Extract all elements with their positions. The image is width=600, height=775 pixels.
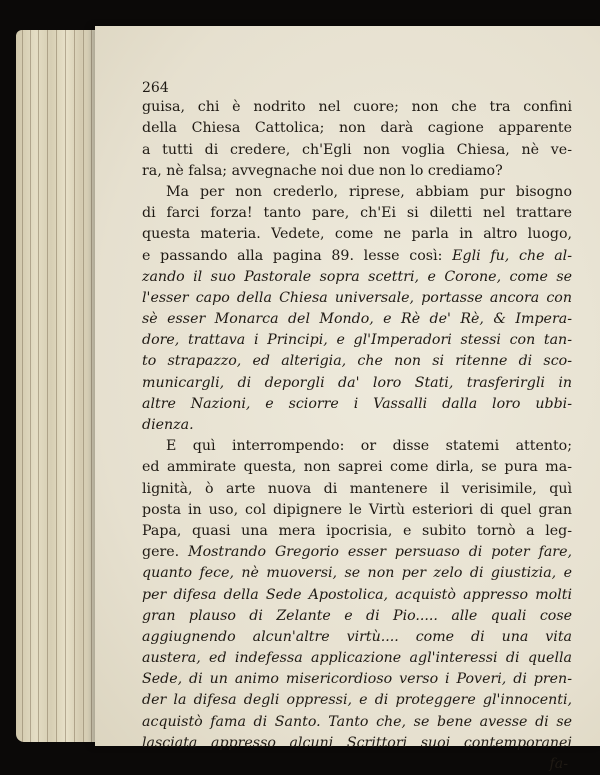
text-line <box>142 606 572 627</box>
text-segment: sè esser Monarca del Mondo, e Rè de' Rè, & Impera- <box>142 311 572 328</box>
text-segment: lasciata appresso alcuni Scrittori suoi contemporanei <box>142 734 572 751</box>
text-segment: l'esser capo della Chiesa universale, portasse ancora con <box>142 289 572 306</box>
text-segment: e passando alla pagina 89. lesse così: <box>142 247 453 264</box>
text-line <box>142 669 572 690</box>
text-line <box>142 648 572 669</box>
text-line <box>142 457 572 478</box>
text-segment: Papa, quasi una mera ipocrisia, e subito tornò a leg- <box>142 522 572 539</box>
text-line <box>142 309 572 330</box>
page-number: 264 <box>142 80 169 96</box>
page-text <box>142 78 572 775</box>
text-segment: della Chiesa Cattolica; non darà cagione apparente <box>142 120 572 137</box>
text-segment: acquistò fama di Santo. Tanto che, se bene avesse di se <box>142 713 572 730</box>
text-segment: dore, trattava i Principi, e gl'Imperadori stessi con tan- <box>142 332 572 349</box>
text-segment: gran plauso di Zelante e di Pio..... alle quali cose <box>142 607 572 624</box>
text-line <box>142 394 572 415</box>
text-line <box>142 140 572 161</box>
text-line <box>142 351 572 372</box>
text-line <box>142 182 572 203</box>
text-line <box>142 288 572 309</box>
text-line <box>142 542 572 563</box>
text-line <box>142 436 572 457</box>
text-segment: lignità, ò arte nuova di mantenere il verisimile, quì <box>142 480 572 497</box>
text-segment: quanto fece, nè muoversi, se non per zelo di giustizia, e <box>142 565 572 582</box>
text-line <box>142 479 572 500</box>
text-line <box>142 563 572 584</box>
text-segment: Egli fu, che al- <box>452 247 572 264</box>
text-segment: altre Nazioni, e sciorre i Vassalli dalla loro ubbi- <box>142 395 572 412</box>
text-line <box>142 500 572 521</box>
text-segment: ed ammirate questa, non saprei come dirla, se pura ma- <box>142 459 572 476</box>
text-segment: Sede, di un animo misericordioso verso i Poveri, di pren- <box>142 671 572 688</box>
text-line <box>142 733 572 754</box>
text-line <box>142 627 572 648</box>
text-line <box>142 224 572 245</box>
text-line <box>142 415 572 436</box>
text-segment: posta in uso, col dipignere le Virtù esteriori di quel gran <box>142 501 572 518</box>
text-line <box>142 373 572 394</box>
text-line <box>142 330 572 351</box>
text-line <box>142 690 572 711</box>
text-line <box>142 161 572 182</box>
text-segment: Mostrando Gregorio esser persuaso di poter fare, <box>188 544 572 561</box>
body-text <box>142 97 572 754</box>
text-segment: municargli, di deporgli da' loro Stati, trasferirgli in <box>142 374 572 391</box>
text-segment: dienza. <box>142 417 194 434</box>
text-line <box>142 267 572 288</box>
text-line <box>142 521 572 542</box>
text-segment: ra, nè falsa; avvegnache noi due non lo crediamo? <box>142 162 503 179</box>
catchword: fa- <box>549 756 568 773</box>
text-line <box>142 118 572 139</box>
text-segment: di farci forza! tanto pare, ch'Ei si diletti nel trattare <box>142 205 572 222</box>
text-segment: gere. <box>142 544 189 561</box>
text-segment: E quì interrompendo: or disse statemi attento; <box>166 438 572 455</box>
text-segment: Ma per non crederlo, riprese, abbiam pur bisogno <box>166 183 572 200</box>
text-segment: zando il suo Pastorale sopra scettri, e Corone, come se <box>142 268 572 285</box>
text-segment: guisa, chi è nodrito nel cuore; non che tra confini <box>142 99 572 116</box>
text-segment: a tutti di credere, ch'Egli non voglia Chiesa, nè ve- <box>142 141 572 158</box>
text-segment: per difesa della Sede Apostolica, acquistò appresso molti <box>142 586 572 603</box>
text-line <box>142 97 572 118</box>
text-segment: to strapazzo, ed alterigia, che non si ritenne di sco- <box>142 353 572 370</box>
text-segment: der la difesa degli oppressi, e di proteggere gl'innocenti, <box>142 692 572 709</box>
text-segment: austera, ed indefessa applicazione agl'interessi di quella <box>142 650 572 667</box>
text-segment: aggiugnendo alcun'altre virtù.... come di una vita <box>142 628 572 645</box>
text-line <box>142 585 572 606</box>
text-line <box>142 203 572 224</box>
text-segment: questa materia. Vedete, come ne parla in altro luogo, <box>142 226 572 243</box>
text-line <box>142 712 572 733</box>
text-line <box>142 246 572 267</box>
